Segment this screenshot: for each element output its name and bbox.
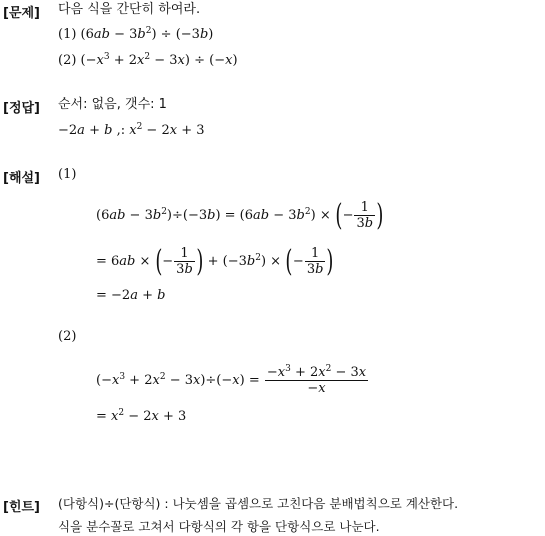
solution-part2-line-1: $(-x^3 + 2x^2 - 3x)\div(-x)$ = $\frac{-x^3 + 2x^2 - 3x}{-x}$ — [96, 364, 367, 396]
answer-summary: 순서: 없음, 갯수: 1 — [58, 97, 167, 112]
solution-part1-label: (1) — [58, 167, 77, 182]
hint-line-2: 식을 분수꼴로 고쳐서 다항식의 각 항을 단항식으로 나눈다. — [58, 519, 380, 534]
hint-label: [힌트] — [3, 500, 40, 515]
answer-value: −2a + b ,: $x^2 - 2x + 3$ — [58, 122, 205, 138]
solution-part2-label: (2) — [58, 329, 77, 344]
hint-line-1: (다항식)÷(단항식) : 나눗셈을 곱셈으로 고친다음 분배법칙으로 계산한다. — [58, 496, 459, 511]
solution-part1-line-1: $(6ab - 3b^2)\div(-3b) = (6ab - 3b^2)$ × (− $\frac{1}{3b}$ ) — [96, 197, 384, 233]
answer-label: [정답] — [3, 101, 40, 116]
solution-label: [해설] — [3, 171, 40, 186]
solution-part1-line-3: = −2a + b — [96, 288, 166, 303]
problem-item-2: (2) $(-x^3 + 2x^2 - 3x) \div (-x)$ — [58, 52, 238, 68]
solution-part1-line-2: = 6ab × (− $\frac{1}{3b}$ ) + $(-3b^2)$ × (− $\frac{1}{3b}$ ) — [96, 243, 334, 279]
problem-label: [문제] — [3, 6, 40, 21]
solution-part2-line-2: = $x^2 - 2x + 3$ — [96, 408, 187, 424]
problem-item-1: (1) $(6ab - 3b^2) \div (-3b)$ — [58, 26, 214, 42]
problem-intro: 다음 식을 간단히 하여라. — [58, 2, 201, 17]
